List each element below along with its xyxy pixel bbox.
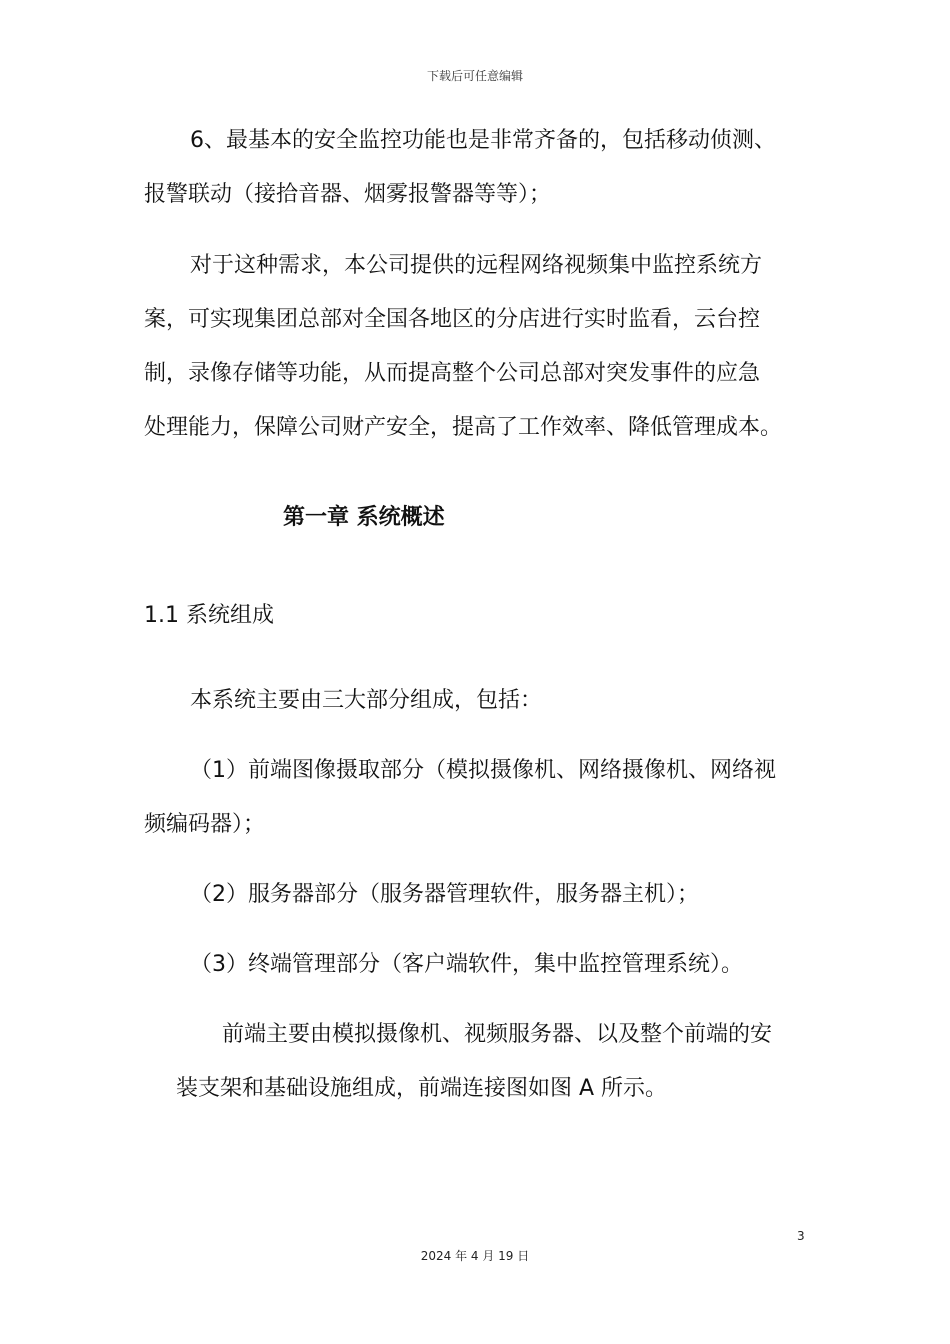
paragraph-line: 案，可实现集团总部对全国各地区的分店进行实时监看，云台控 (144, 307, 761, 332)
footer-date: 2024 年 4 月 19 日 (420, 1249, 530, 1263)
paragraph-line: 装支架和基础设施组成，前端连接图如图 A 所示。 (176, 1076, 668, 1101)
list-item: （2）服务器部分（服务器管理软件，服务器主机）； (190, 882, 699, 907)
paragraph-line: 6、最基本的安全监控功能也是非常齐备的，包括移动侦测、 (190, 128, 776, 153)
paragraph-line: 前端主要由模拟摄像机、视频服务器、以及整个前端的安 (222, 1022, 773, 1047)
paragraph-line: 处理能力，保障公司财产安全，提高了工作效率、降低管理成本。 (144, 415, 783, 440)
list-item: （1）前端图像摄取部分（模拟摄像机、网络摄像机、网络视 (190, 758, 776, 783)
page-header: 下载后可任意编辑 (426, 69, 523, 83)
list-item: （3）终端管理部分（客户端软件，集中监控管理系统）。 (190, 952, 743, 977)
intro-text: 本系统主要由三大部分组成，包括： (190, 688, 543, 713)
paragraph-line: 制，录像存储等功能，从而提高整个公司总部对突发事件的应急 (144, 361, 761, 386)
paragraph-line: 报警联动（接拾音器、烟雾报警器等等）； (144, 182, 552, 207)
list-item: 频编码器）； (144, 812, 266, 837)
section-title: 1.1 系统组成 (144, 603, 274, 628)
chapter-title: 第一章 系统概述 (283, 505, 445, 530)
paragraph-line: 对于这种需求，本公司提供的远程网络视频集中监控系统方 (190, 253, 763, 278)
page-number: 3 (797, 1229, 805, 1243)
